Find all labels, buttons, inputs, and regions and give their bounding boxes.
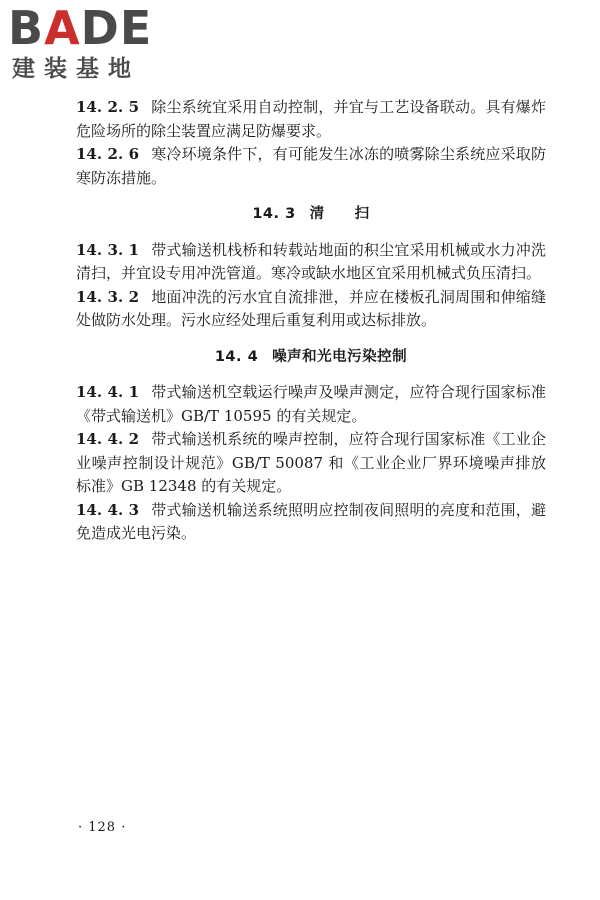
- clause-text: 除尘系统宜采用自动控制，并宜与工艺设备联动。具有爆炸危险场所的除尘装置应满足防爆要求。: [76, 98, 546, 140]
- clause-number: 14. 4. 1: [76, 383, 140, 401]
- section-title-text: 噪声和光电污染控制: [272, 348, 408, 365]
- logo-letter-b: B: [8, 1, 45, 55]
- clause-number: 14. 2. 5: [76, 98, 140, 116]
- clause-text: 寒冷环境条件下，有可能发生冰冻的喷雾除尘系统应采取防寒防冻措施。: [76, 145, 546, 187]
- section-number: 14. 4: [214, 348, 259, 365]
- clause: [76, 286, 546, 333]
- clause: [76, 143, 546, 190]
- clause-text: 带式输送机栈桥和转载站地面的积尘宜采用机械或水力冲洗清扫，并宜设专用冲洗管道。寒冷或缺水地区宜采用机械式负压清扫。: [76, 240, 546, 282]
- clause: [76, 499, 546, 546]
- clause-number: 14. 3. 2: [76, 287, 140, 306]
- section-heading: [76, 203, 546, 227]
- document-body: [76, 96, 546, 546]
- clause-number: 14. 4. 2: [76, 430, 140, 448]
- clause: [76, 428, 546, 499]
- clause-text: 带式输送机系统的噪声控制，应符合现行国家标准《工业企业噪声控制设计规范》GB/T 50087 和《工业企业厂界环境噪声排放标准》GB 12348 的有关规定。: [76, 430, 546, 495]
- logo-letter-a: A: [44, 1, 81, 55]
- clause-number: 14. 2. 6: [76, 145, 140, 163]
- clause-number: 14. 4. 3: [76, 500, 140, 519]
- logo-letters-de: DE: [80, 1, 153, 55]
- clause: [76, 381, 546, 428]
- logo-subtitle: 建装基地: [12, 56, 140, 82]
- logo-wordmark: [8, 1, 153, 55]
- clause: [76, 239, 546, 286]
- clause-text: 地面冲洗的污水宜自流排泄，并应在楼板孔洞周围和伸缩缝处做防水处理。污水应经处理后重复利用或达标排放。: [76, 287, 546, 329]
- clause-text: 带式输送机输送系统照明应控制夜间照明的亮度和范围，避免造成光电污染。: [76, 500, 546, 542]
- section-heading: [76, 346, 546, 370]
- clause-text: 带式输送机空载运行噪声及噪声测定，应符合现行国家标准《带式输送机》GB/T 10595 的有关规定。: [76, 383, 546, 425]
- section-number: 14. 3: [252, 206, 296, 222]
- section-title-text: 清 扫: [309, 206, 370, 222]
- bade-logo: [8, 1, 178, 86]
- clause: [76, 96, 546, 143]
- clause-number: 14. 3. 1: [76, 240, 140, 259]
- page-number: · 128 ·: [78, 820, 127, 835]
